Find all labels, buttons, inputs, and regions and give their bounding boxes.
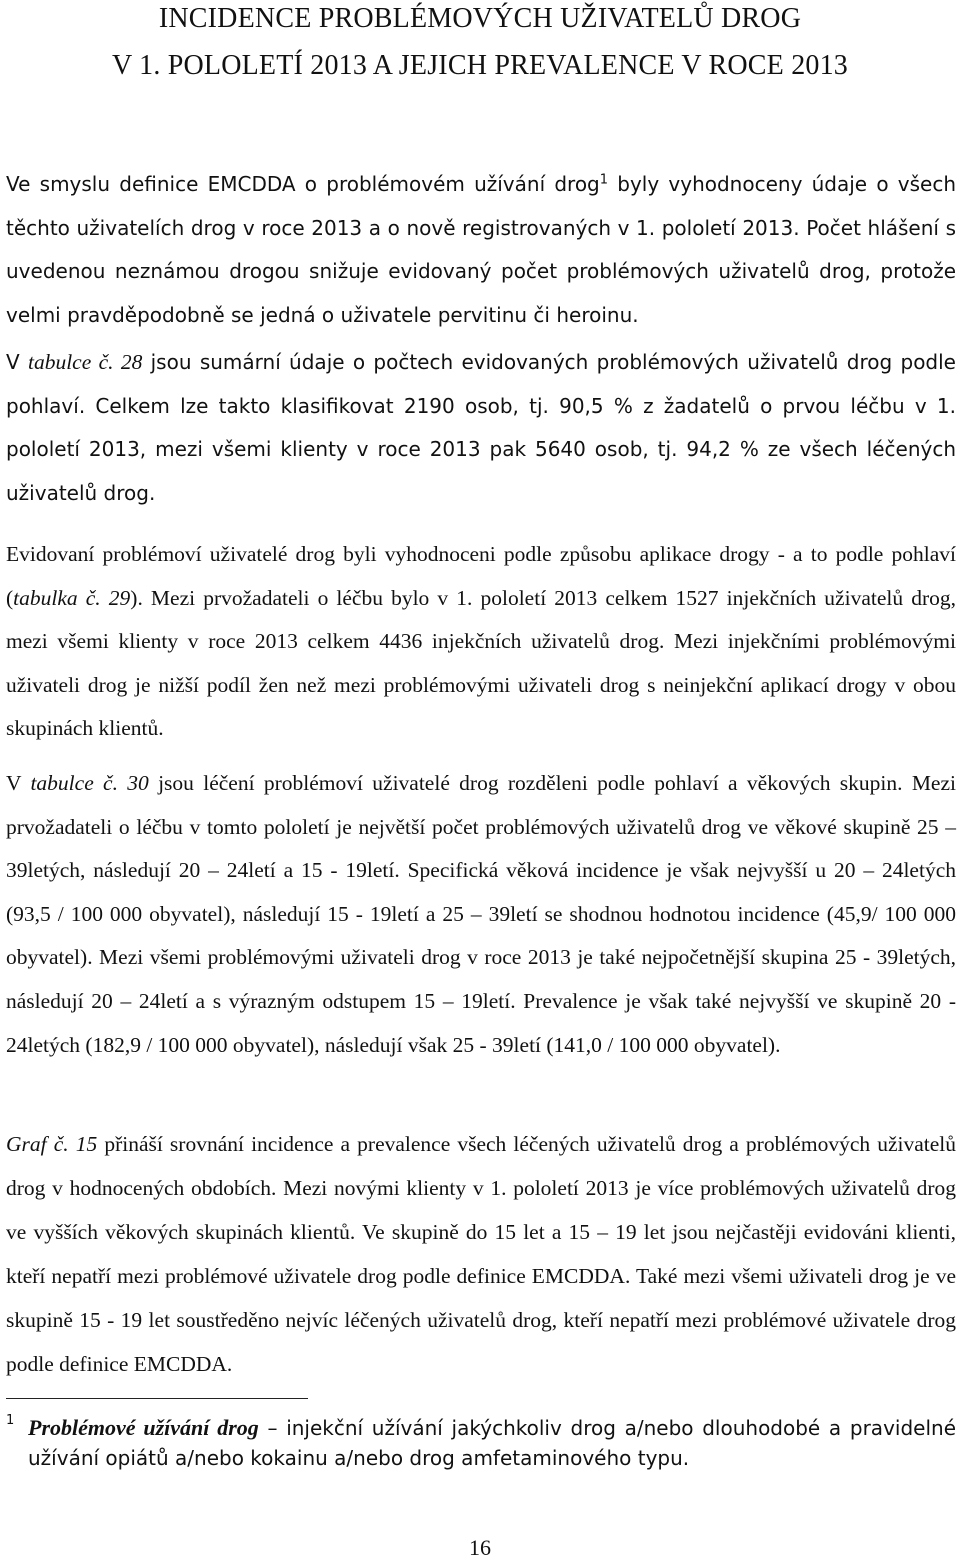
graph-15-reference[interactable]: Graf č. 15 [6,1132,98,1156]
footnote-reference[interactable]: 1 [599,172,609,188]
page-number: 16 [469,1535,491,1560]
paragraph-table-30-pre: V [6,771,31,795]
paragraph-definition [6,163,956,337]
section-title-line-1: INCIDENCE PROBLÉMOVÝCH UŽIVATELŮ DROG [158,3,802,34]
footnote-separator [6,1398,308,1399]
paragraph-table-30-text: jsou léčení problémoví uživatelé drog rozděleni podle pohlaví a věkových skupin. Mezi prvožadateli o léčbu v tomto pololetí je největší počet problémových uživatelů drog ve věkové skupině 25 – 39letých, následují 20 – 24letí a 15 - 19letí. Specifická věková incidence je však nejvyšší u 20 – 24letých (93,5 / 100 000 obyvatel), následují 15 - 19letí a 25 – 39letí se shodnou hodnotou incidence (45,9/ 100 000 obyvatel). Mezi všemi problémovými uživateli drog v roce 2013 je také nejpočetnější skupina 25 - 39letých, následují 20 – 24letí a s výrazným odstupem 15 – 19letí. Prevalence je však také nejvyšší ve skupině 20 - 24letých (182,9 / 100 000 obyvatel), následují však 25 - 39letí (141,0 / 100 000 obyvatel). [6,771,956,1057]
paragraph-definition-text-a: Ve smyslu definice EMCDDA o problémovém užívání drog [6,172,600,196]
paragraph-graph-15 [6,1122,956,1386]
paragraph-table-28 [6,341,956,515]
paragraph-table-30 [6,762,956,1067]
paragraph-table-28-pre: V [6,350,28,374]
paragraph-table-29-post: ). Mezi prvožadateli o léčbu bylo v 1. pololetí 2013 celkem 1527 injekčních uživatelů drog, mezi všemi klienty v roce 2013 celkem 4436 injekčních uživatelů drog. Mezi injekčními problémovými uživateli drog je nižší podíl žen než mezi problémovými uživateli drog s neinjekční aplikací drogy v obou skupinách klientů. [6,585,956,740]
paragraph-graph-15-text: přináší srovnání incidence a prevalence všech léčených uživatelů drog a problémových uživatelů drog v hodnocených obdobích. Mezi novými klienty v 1. pololetí 2013 je více problémových uživatelů drog ve vyšších věkových skupinách klientů. Ve skupině do 15 let a 15 – 19 let jsou nejčastěji evidováni klienti, kteří nepatří mezi problémové uživatele drog podle definice EMCDDA. Také mezi všemi uživateli drog je ve skupině 15 - 19 let soustředěno nejvíc léčených uživatelů drog, kteří nepatří mezi problémové uživatele drog podle definice EMCDDA. [6,1132,956,1376]
table-29-reference[interactable]: tabulka č. 29 [13,585,131,610]
paragraph-definition-text-b: byly vyhodnoceny údaje o všech těchto uživatelích drog v roce 2013 a o nově registrovaných v 1. pololetí 2013. Počet hlášení s uvedenou neznámou drogou snižuje evidovaný počet problémových uživatelů drog, protože velmi pravděpodobně se jedná o uživatele pervitinu či heroinu. [6,172,957,327]
footnote-text: – injekční užívání jakýchkoliv drog a/nebo dlouhodobé a pravidelné užívání opiátů a/nebo kokainu a/nebo drog amfetaminového typu. [28,1416,956,1470]
footnote-body [28,1413,956,1473]
table-28-reference[interactable]: tabulce č. 28 [27,350,143,374]
paragraph-table-29 [6,533,956,751]
table-30-reference[interactable]: tabulce č. 30 [30,771,149,795]
section-title-line-2: V 1. POLOLETÍ 2013 A JEJICH PREVALENCE V ROCE 2013 [112,50,848,81]
footnote-term: Problémové užívání drog [28,1415,259,1440]
paragraph-table-28-text: jsou sumární údaje o počtech evidovaných problémových uživatelů drog podle pohlaví. Celkem lze takto klasifikovat 2190 osob, tj. 90,5 % z žadatelů o prvou léčbu v 1. pololetí 2013, mezi všemi klienty v roce 2013 pak 5640 osob, tj. 94,2 % ze všech léčených uživatelů drog. [6,350,956,505]
paragraph-table-29-pre: Evidovaní problémoví uživatelé drog byli vyhodnoceni podle způsobu aplikace drogy - a to podle pohlaví ( [6,542,956,610]
footnote-mark: 1 [6,1413,15,1428]
